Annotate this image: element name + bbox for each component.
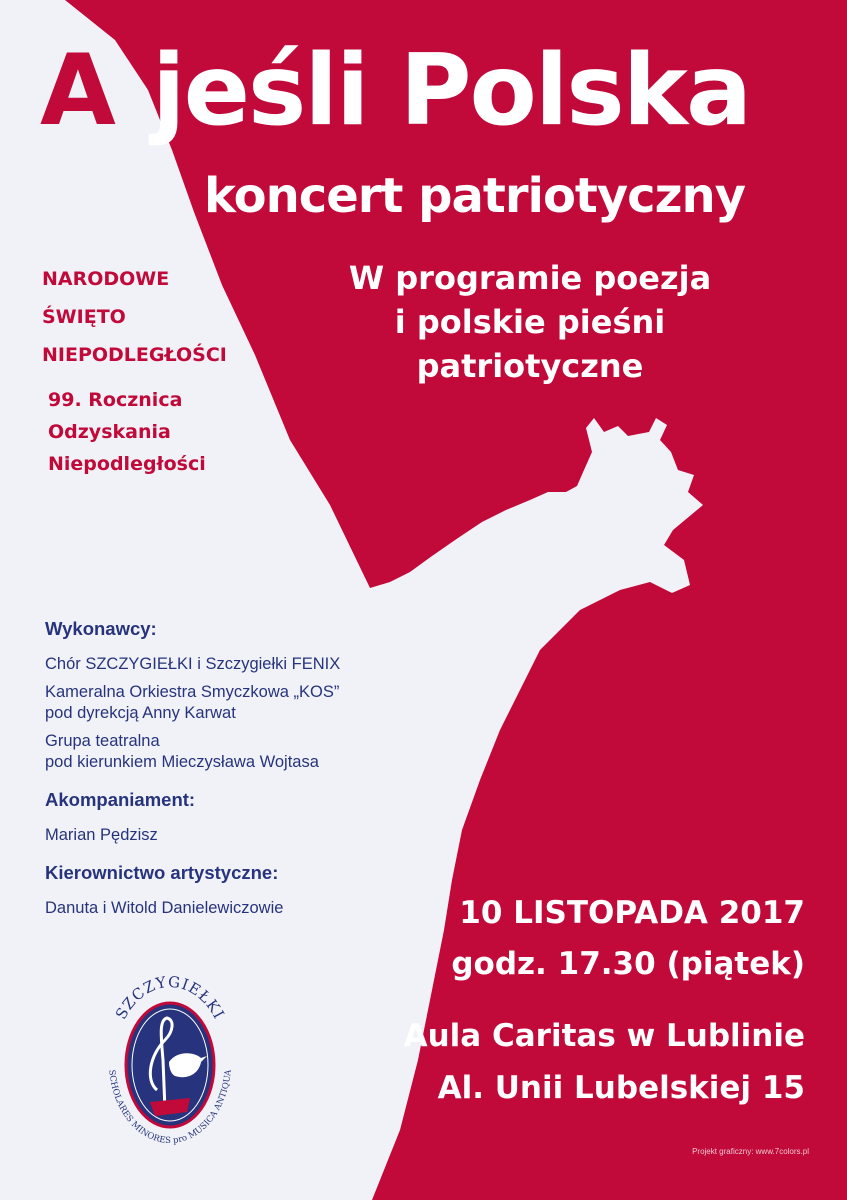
anniversary-line: 99. Rocznica [48, 389, 183, 411]
holiday-title [42, 260, 227, 374]
anniversary-line: Niepodległości [48, 453, 206, 475]
program-line: patriotyczne [416, 347, 644, 385]
anniversary-text [48, 384, 206, 480]
event-time: godz. 17.30 (piątek) [451, 946, 805, 982]
holiday-line: NIEPODLEGŁOŚCI [42, 344, 227, 366]
title-letter-a: A [40, 34, 114, 148]
event-address: Al. Unii Lubelskiej 15 [437, 1070, 805, 1106]
holiday-line: ŚWIĘTO [42, 306, 126, 328]
direction-names: Danuta i Witold Danielewiczowie [45, 899, 284, 917]
accompaniment-heading: Akompaniament: [45, 789, 196, 810]
accompaniment-name: Marian Pędzisz [45, 826, 158, 844]
performer-item: Chór SZCZYGIEŁKI i Szczygiełki FENIX [45, 655, 341, 673]
szczygielki-logo [95, 970, 245, 1155]
program-description [290, 256, 770, 388]
performer-item: pod dyrekcją Anny Karwat [45, 704, 236, 722]
event-date: 10 LISTOPADA 2017 [459, 895, 805, 931]
performer-item: Grupa teatralna [45, 732, 160, 750]
performers-heading: Wykonawcy: [45, 618, 157, 639]
direction-heading: Kierownictwo artystyczne: [45, 862, 279, 883]
title-main: jeśli Polska [152, 34, 751, 148]
designer-credit: Projekt graficzny: www.7colors.pl [692, 1147, 809, 1156]
logo-name: SZCZYGIEŁKI [111, 972, 229, 1023]
program-line: i polskie pieśni [394, 303, 666, 341]
anniversary-line: Odzyskania [48, 421, 171, 443]
performer-item: Kameralna Orkiestra Smyczkowa „KOS” [45, 683, 340, 701]
logo-motto: SCHOLARES MINORES pro MUSICA ANTIQUA [106, 1069, 234, 1147]
subtitle: koncert patriotyczny [204, 168, 745, 224]
holiday-line: NARODOWE [42, 268, 170, 290]
credits-section [45, 618, 425, 919]
event-venue: Aula Caritas w Lublinie [403, 1018, 805, 1054]
program-line: W programie poezja [348, 259, 712, 297]
performer-item: pod kierunkiem Mieczysława Wojtasa [45, 753, 319, 771]
